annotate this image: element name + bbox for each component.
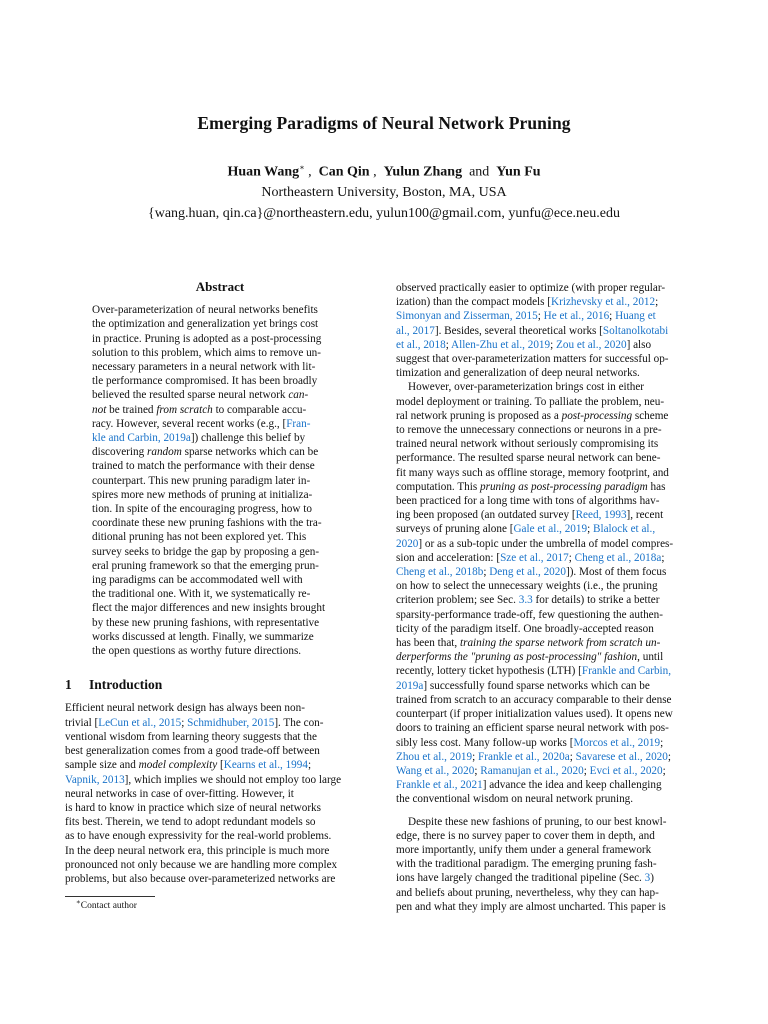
text-line: computation. This pruning as post-processing paradigm has (396, 480, 666, 493)
text-line: ditional pruning has not been explored yet. This (92, 531, 307, 544)
text-line: Wang et al., 2020; Ramanujan et al., 2020; Evci et al., 2020; (396, 764, 666, 777)
affiliation: Northeastern University, Boston, MA, USA (261, 185, 507, 200)
text-line: has been that, training the sparse network from scratch un- (396, 637, 661, 650)
author-name: Can Qin (318, 164, 370, 180)
abstract-heading: Abstract (195, 279, 245, 294)
citation-link[interactable]: Vapnik, 2013 (65, 773, 125, 786)
citation-link[interactable]: Allen-Zhu et al., 2019 (451, 338, 551, 351)
paragraph-gap (396, 807, 701, 815)
citation-link[interactable]: 2020 (396, 537, 419, 550)
citation-link[interactable]: Frankle et al., 2021 (396, 779, 483, 792)
text-line: trivial [LeCun et al., 2015; Schmidhuber, 2015]. The con- (65, 716, 324, 729)
text-line: ventional wisdom from learning theory suggests that the (65, 730, 317, 743)
text-line: et al., 2018; Allen-Zhu et al., 2019; Zou et al., 2020] also (396, 338, 652, 351)
text-line: Frankle et al., 2021] advance the idea and keep challenging (396, 779, 662, 792)
text-line: not be trained from scratch to comparable accu- (92, 403, 307, 416)
text-line: survey seeks to bridge the gap by proposing a gen- (92, 545, 320, 558)
text-line: problems, but also because over-parameterized networks are (65, 872, 336, 885)
text-line: Cheng et al., 2018b; Deng et al., 2020]). Most of them focus (396, 566, 667, 579)
text-line: in practice. Pruning is adopted as a post-processing (92, 332, 322, 345)
citation-link[interactable]: LeCun et al., 2015 (98, 716, 182, 729)
citation-link[interactable]: Cheng et al., 2018b (396, 566, 484, 579)
text-line: pen and what they imply are almost uncharted. This paper is (396, 900, 666, 913)
text-line: racy. However, several recent works (e.g., [Fran- (92, 417, 311, 430)
text-line: trained neural network without seriously compromising its (396, 438, 659, 451)
text-line: more importantly, unify them under a general framework (396, 843, 652, 856)
text-line: neural networks in case of over-fitting. However, it (65, 787, 294, 800)
text-line: recently, lottery ticket hypothesis (LTH) [Frankle and Carbin, (396, 665, 672, 678)
text-line: However, over-parameterization brings cost in either (408, 381, 645, 394)
citation-link[interactable]: Deng et al., 2020 (489, 566, 566, 579)
author-name: Huan Wang (227, 164, 300, 180)
citation-link[interactable]: Zhou et al., 2019 (396, 750, 473, 763)
text-line: In the deep neural network era, this principle is much more (65, 844, 330, 857)
author-list: Huan Wang∗ , Can Qin , Yulun Zhang and Yun Fu (227, 163, 541, 180)
text-line: ing paradigms can be accommodated well with (92, 574, 303, 587)
citation-link[interactable]: He et al., 2016 (543, 310, 610, 323)
section-heading-introduction (65, 678, 375, 692)
text-line: sibly less cost. Many follow-up works [Morcos et al., 2019; (396, 736, 664, 749)
text-line: with the traditional paradigm. The emerging pruning fash- (396, 858, 657, 871)
right-column (396, 281, 701, 914)
text-line: believed the resulted sparse neural network can- (92, 389, 309, 402)
text-line: by these new pruning fashions, with representative (92, 616, 320, 629)
text-line: counterpart. This new pruning paradigm later in- (92, 474, 311, 487)
text-line: surveys of pruning alone [Gale et al., 2019; Blalock et al., (396, 523, 656, 536)
citation-link[interactable]: kle and Carbin, 2019a (92, 432, 191, 445)
paper-title: Emerging Paradigms of Neural Network Pruning (197, 113, 571, 133)
citation-link[interactable]: al., 2017 (396, 324, 435, 337)
text-line: solution to this problem, which aims to remove un- (92, 346, 322, 359)
text-line: ions have largely changed the traditional pipeline (Sec. 3) (396, 872, 654, 885)
text-line: fit many ways such as offline storage, memory footprint, and (396, 466, 669, 479)
text-line: sample size and model complexity [Kearns et al., 1994; (65, 759, 312, 772)
text-line: necessary parameters in a neural network with lit- (92, 361, 316, 374)
citation-link[interactable]: Gale et al., 2019 (513, 523, 588, 536)
text-line: counterpart (if proper initialization values used). It opens new (396, 708, 673, 721)
footnote-mark: ∗ (76, 898, 81, 906)
text-line: best generalization comes from a good trade-off between (65, 745, 320, 758)
text-line: kle and Carbin, 2019a]) challenge this belief by (92, 432, 306, 445)
citation-link[interactable]: Zou et al., 2020 (556, 338, 627, 351)
citation-link[interactable]: Huang et (615, 310, 656, 323)
text-line: the traditional one. With it, we systematically re- (92, 588, 311, 601)
citation-link[interactable]: Frankle and Carbin, (581, 665, 672, 678)
text-line: ticity of the paradigm itself. One broadly-accepted reason (396, 622, 654, 635)
section-number: 1 (65, 677, 72, 693)
text-line: derperforms the "pruning as post-processing" fashion, until (396, 651, 664, 664)
text-line: tion. In spite of the encouraging progress, how to (92, 503, 312, 516)
text-line: model deployment or training. To palliate the problem, neu- (396, 395, 665, 408)
citation-link[interactable]: Wang et al., 2020 (396, 764, 475, 777)
footnote-text: Contact author (80, 901, 137, 912)
text-line: 2020] or as a sub-topic under the umbrella of model compres- (396, 537, 674, 550)
text-line: suggest that over-parameterization matters for successful op- (396, 353, 669, 366)
footnote (76, 898, 137, 911)
text-line: Zhou et al., 2019; Frankle et al., 2020a; Savarese et al., 2020; (396, 750, 671, 763)
author-name: Yun Fu (496, 164, 541, 180)
abstract-body (65, 303, 375, 658)
text-line: Vapnik, 2013], which implies we should not employ too large (65, 773, 342, 786)
citation-link[interactable]: Savarese et al., 2020 (575, 750, 668, 763)
text-line: edge, there is no survey paper to cover them in depth, and (396, 829, 655, 842)
text-line: al., 2017]. Besides, several theoretical works [Soltanolkotabi (396, 324, 669, 337)
citation-link[interactable]: Reed, 1993 (575, 509, 627, 522)
citation-link[interactable]: Soltanolkotabi (602, 324, 669, 337)
text-line: to remove the unnecessary connections or neurons in a pre- (396, 424, 662, 437)
section-ref-link[interactable]: 3 (644, 872, 651, 885)
text-line: ing been proposed (an outdated survey [Reed, 1993], recent (396, 509, 664, 522)
citation-link[interactable]: Blalock et al., (593, 523, 656, 536)
text-line: sparsity-performance trade-off, few questioning the authen- (396, 608, 663, 621)
text-line: as to have enough expressivity for the real-world problems. (65, 830, 332, 843)
author-emails: {wang.huan, qin.ca}@northeastern.edu, yulun100@gmail.com, yunfu@ece.neu.edu (148, 206, 620, 221)
text-line: doors to training an efficient sparse neural network with pos- (396, 722, 669, 735)
text-line: 2019a] successfully found sparse networks which can be (396, 679, 650, 692)
text-line: flect the major differences and new insights brought (92, 602, 326, 615)
citation-link[interactable]: Cheng et al., 2018a (574, 551, 662, 564)
citation-link[interactable]: Schmidhuber, 2015 (187, 716, 275, 729)
text-line: trained from scratch to an accuracy comparable to their dense (396, 693, 672, 706)
text-line: observed practically easier to optimize (with proper regular- (396, 282, 666, 294)
text-line: pronounced not only because we are handling more complex (65, 858, 338, 871)
text-line: the conventional wisdom on neural network pruning. (396, 793, 634, 806)
text-line: Despite these new fashions of pruning, to our best knowl- (408, 815, 667, 828)
text-line: criterion problem; see Sec. 3.3 for details) to strike a better (396, 594, 660, 607)
text-line: is hard to know in practice which size of neural networks (65, 801, 321, 814)
text-line: ization) than the compact models [Krizhevsky et al., 2012; (396, 296, 659, 309)
section-title: Introduction (89, 677, 163, 693)
citation-link[interactable]: Krizhevsky et al., 2012 (551, 296, 656, 309)
text-line: been practiced for a long time with tons of algorithms hav- (396, 495, 660, 508)
citation-link[interactable]: Ramanujan et al., 2020 (480, 764, 584, 777)
text-line: the optimization and generalization yet brings cost (92, 318, 319, 331)
text-line: works discussed at length. Finally, we summarize (92, 630, 314, 643)
text-line: and beliefs about pruning, nevertheless, why they can hap- (396, 886, 659, 899)
section-ref-link[interactable]: 3.3 (518, 594, 533, 607)
citation-link[interactable]: Kearns et al., 1994 (223, 759, 308, 772)
citation-link[interactable]: Morcos et al., 2019 (573, 736, 661, 749)
citation-link[interactable]: Simonyan and Zisserman, 2015 (396, 310, 538, 323)
author-name: Yulun Zhang (383, 164, 463, 180)
text-line: sion and acceleration: [Sze et al., 2017; Cheng et al., 2018a; (396, 551, 665, 564)
text-line: tle performance compromised. It has been broadly (92, 375, 318, 388)
text-line: spires more new methods of pruning at initializa- (92, 488, 313, 501)
citation-link[interactable]: Frankle et al., 2020a (478, 750, 570, 763)
text-line: coordinate these new pruning fashions with the tra- (92, 517, 322, 530)
author-conjunction: and (469, 164, 490, 180)
text-line: Over-parameterization of neural networks benefits (92, 304, 318, 317)
text-line: ral network pruning is proposed as a post-processing scheme (396, 409, 669, 422)
text-line: fits best. Therein, we tend to adopt redundant models so (65, 816, 316, 829)
text-line: Efficient neural network design has always been non- (65, 702, 305, 715)
left-column (65, 280, 375, 886)
text-line: on how to select the unnecessary weights (i.e., the pruning (396, 580, 658, 593)
text-line: Simonyan and Zisserman, 2015; He et al., 2016; Huang et (396, 310, 656, 323)
text-line: trained to match the performance with their dense (92, 460, 315, 473)
citation-link[interactable]: 2019a (396, 679, 424, 692)
text-line: the open questions as worthy future directions. (92, 645, 302, 658)
text-line: timization and generalization of deep neural networks. (396, 367, 640, 380)
citation-link[interactable]: et al., 2018 (396, 338, 446, 351)
text-line: eral pruning framework so that the emerging prun- (92, 559, 319, 572)
text-line: discovering random sparse networks which can be (92, 446, 319, 459)
citation-link[interactable]: Sze et al., 2017 (500, 551, 569, 564)
citation-link[interactable]: Fran- (286, 417, 311, 430)
citation-link[interactable]: Evci et al., 2020 (589, 764, 663, 777)
footnote-divider (65, 896, 155, 897)
text-line: performance. The resulted sparse neural network can bene- (396, 452, 661, 465)
author-footnote-mark: ∗ (299, 163, 305, 172)
